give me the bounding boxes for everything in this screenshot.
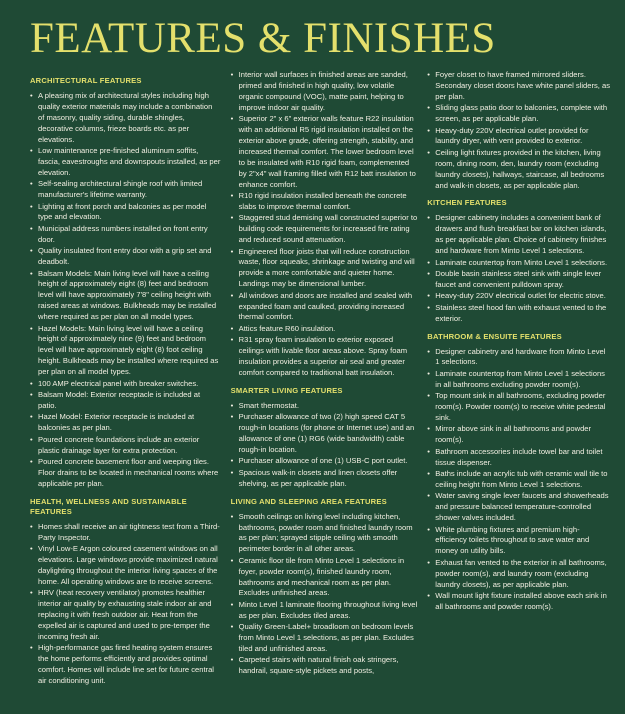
feature-item: • Exhaust fan vented to the exterior in all bathrooms, powder room(s), and laundry room (excluding laundry closets), as per applicable plan. — [427, 558, 611, 591]
feature-item: • Staggered stud demising wall constructed superior to building code requirements for increased fire rating and reduced sound attenuation. — [231, 213, 418, 246]
feature-list — [231, 401, 418, 490]
feature-item: • Smooth ceilings on living level including kitchen, bathrooms, powder room and finished laundry room as per plan; sprayed stipple ceiling with smooth perimeter border in all other areas. — [231, 512, 418, 556]
feature-item: • Foyer closet to have framed mirrored sliders. Secondary closet doors have white panel sliders, as per plan. — [427, 70, 611, 103]
feature-item: • Purchaser allowance of one (1) USB-C port outlet. — [231, 456, 418, 467]
feature-item: • Bathroom accessories include towel bar and toilet tissue dispenser. — [427, 447, 611, 469]
feature-item: • Interior wall surfaces in finished areas are sanded, primed and finished in high quality, low volatile organic compound (VOC), matte paint, helping to improve indoor air quality. — [231, 70, 418, 114]
feature-item: • 100 AMP electrical panel with breaker switches. — [30, 379, 221, 390]
feature-list — [231, 70, 418, 379]
section-heading: BATHROOM & ENSUITE FEATURES — [427, 331, 562, 341]
feature-item: • Ceiling light fixtures provided in the kitchen, living room, dining room, den, laundry room (excluding laundry closets), hallways, staircase, all bedrooms and walk-in closets, as per applicable plan. — [427, 148, 611, 192]
feature-item: • Attics feature R60 insulation. — [231, 324, 418, 335]
feature-item: • Hazel Models: Main living level will have a ceiling height of approximately nine (9) feet and bedroom level will have approximately eight (8) foot ceiling height. Bulkheads may be installed where required as per plan on all model types. — [30, 324, 221, 379]
feature-list — [30, 91, 221, 490]
section-heading: LIVING AND SLEEPING AREA FEATURES — [230, 496, 387, 506]
feature-item: • Municipal address numbers installed on front entry door. — [30, 224, 221, 246]
feature-item: • Poured concrete foundations include an exterior plastic drainage layer for extra protection. — [30, 435, 221, 457]
feature-item: • All windows and doors are installed and sealed with expanded foam and caulked, providing increased thermal comfort. — [231, 291, 418, 324]
feature-list — [427, 347, 611, 613]
feature-item: • Minto Level 1 laminate flooring throughout living level as per plan. Excludes tiled areas. — [231, 600, 418, 622]
feature-item: • White plumbing fixtures and premium high-efficiency toilets throughout to save water and money on utility bills. — [427, 525, 611, 558]
feature-item: • Stainless steel hood fan with exhaust vented to the exterior. — [427, 303, 611, 325]
feature-item: • Balsam Model: Exterior receptacle is included at patio. — [30, 390, 221, 412]
column-3 — [427, 70, 611, 687]
feature-item: • Hazel Model: Exterior receptacle is included at balconies as per plan. — [30, 412, 221, 434]
columns — [30, 70, 611, 687]
feature-item: • Quality insulated front entry door with a grip set and deadbolt. — [30, 246, 221, 268]
feature-item: • A pleasing mix of architectural styles including high quality exterior materials may include a combination of masonry, quality siding, durable shingles, decorative columns, frieze boards etc. as per elevations. — [30, 91, 221, 146]
feature-item: • Designer cabinetry and hardware from Minto Level 1 selections. — [427, 347, 611, 369]
feature-item: • Double basin stainless steel sink with single lever faucet and convenient pulldown spray. — [427, 269, 611, 291]
feature-item: • Top mount sink in all bathrooms, excluding powder room(s). Powder room(s) to receive white pedestal sink. — [427, 391, 611, 424]
feature-item: • Water saving single lever faucets and showerheads and pressure balanced temperature-controlled shower valves included. — [427, 491, 611, 524]
feature-item: • Heavy-duty 220V electrical outlet provided for laundry dryer, with vent provided to exterior. — [427, 126, 611, 148]
page-title: FEATURES & FINISHES — [30, 15, 496, 62]
feature-item: • Low maintenance pre-finished aluminum soffits, fascia, eavestroughs and downspouts installed, as per elevation. — [30, 146, 221, 179]
feature-item: • Homes shall receive an air tightness test from a Third-Party Inspector. — [30, 522, 221, 544]
feature-list — [427, 70, 611, 191]
feature-item: • Self-sealing architectural shingle roof with limited manufacturer's lifetime warranty. — [30, 179, 221, 201]
feature-item: • HRV (heat recovery ventilator) promotes healthier interior air quality by exhausting stale indoor air and replacing it with fresh outdoor air. Heat from the expelled air is captured and used to pre-temper the incoming fresh air. — [30, 588, 221, 643]
feature-item: • Quality Green-Label+ broadloom on bedroom levels from Minto Level 1 selections, as per plan. Excludes tiled and unfinished areas. — [231, 622, 418, 655]
feature-item: • Laminate countertop from Minto Level 1 selections. — [427, 258, 611, 269]
feature-item: • Purchaser allowance of two (2) high speed CAT 5 rough-in locations (for phone or Internet use) and an allowance of one (1) RG6 (wide bandwidth) cable rough-in location. — [231, 412, 418, 456]
feature-item: • Sliding glass patio door to balconies, complete with screen, as per applicable plan. — [427, 103, 611, 125]
feature-item: • Superior 2" x 6" exterior walls feature R22 insulation with an additional R5 rigid insulation installed on the exterior above grade, offering strength, stability, and increased thermal comfort. The lower bedroom level to be insulated with R10 rigid foam, complemented by 2"x4" wall framing filled with R12 batt insulation to enhance comfort. — [231, 114, 418, 190]
column-1 — [30, 70, 221, 687]
feature-item: • Carpeted stairs with natural finish oak stringers, handrail, square-style pickets and posts, — [231, 655, 418, 677]
feature-list — [30, 522, 221, 687]
feature-item: • Laminate countertop from Minto Level 1 selections in all bathrooms excluding powder room(s). — [427, 369, 611, 391]
section-heading: HEALTH, WELLNESS AND SUSTAINABLE FEATURES — [30, 496, 187, 516]
feature-item: • Poured concrete basement floor and weeping tiles. Floor drains to be located in mechanical rooms where applicable per plan. — [30, 457, 221, 490]
feature-list — [231, 512, 418, 678]
feature-item: • Smart thermostat. — [231, 401, 418, 412]
feature-item: • Wall mount light fixture installed above each sink in all bathrooms and powder room(s). — [427, 591, 611, 613]
section-heading: KITCHEN FEATURES — [427, 198, 507, 208]
feature-item: • Lighting at front porch and balconies as per model type and elevation. — [30, 202, 221, 224]
feature-item: • R10 rigid insulation installed beneath the concrete slabs to improve thermal comfort. — [231, 191, 418, 213]
feature-list — [427, 213, 611, 324]
feature-item: • High-performance gas fired heating system ensures the home performs efficiently and provides optimal comfort. Homes will include line set for future central air conditioning unit. — [30, 643, 221, 687]
feature-item: • Designer cabinetry includes a convenient bank of drawers and flush breakfast bar on kitchen islands, as per applicable plan. Choice of cabinetry finishes and hardware from Minto Level 1 selections. — [427, 213, 611, 257]
feature-item: • Spacious walk-in closets and linen closets offer shelving, as per applicable plan. — [231, 468, 418, 490]
feature-item: • Ceramic floor tile from Minto Level 1 selections in foyer, powder room(s), finished laundry room, bathrooms and mechanical room as per plan. Excludes unfinished areas. — [231, 556, 418, 600]
feature-item: • Vinyl Low-E Argon coloured casement windows on all elevations. Large windows provide maximized natural daylighting throughout the interior living spaces of the home. All operating windows are to receive screens. — [30, 544, 221, 588]
column-2 — [231, 70, 418, 687]
feature-item: • Baths include an acrylic tub with ceramic wall tile to ceiling height from Minto Level 1 selections. — [427, 469, 611, 491]
feature-item: • R31 spray foam insulation to exterior exposed ceilings with livable floor areas above. Spray foam insulation provides a superior air seal and greater comfort compared to traditional batt insulation. — [231, 335, 418, 379]
feature-item: • Engineered floor joists that will reduce construction waste, floor squeaks, shrinkage and twisting and will provide a more comfortable and quieter home. Landings may be dimensional lumber. — [231, 247, 418, 291]
feature-item: • Balsam Models: Main living level will have a ceiling height of approximately eight (8) feet and bedroom level will have approximately 7'8" ceiling height with raised areas at windows. Bulkheads may be installed where required as per plan on all model types. — [30, 269, 221, 324]
feature-item: • Heavy-duty 220V electrical outlet for electric stove. — [427, 291, 611, 302]
feature-item: • Mirror above sink in all bathrooms and powder room(s). — [427, 424, 611, 446]
section-heading: SMARTER LIVING FEATURES — [230, 385, 343, 395]
section-heading: ARCHITECTURAL FEATURES — [30, 76, 142, 85]
